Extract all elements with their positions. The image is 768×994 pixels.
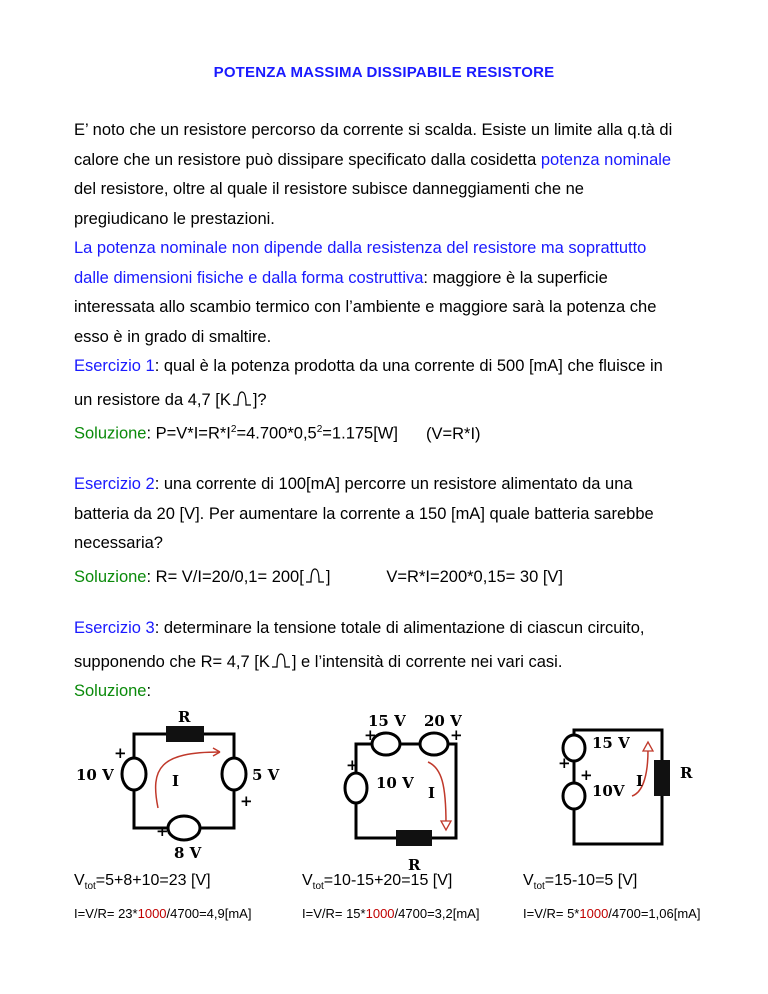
exercise-text: necessaria? [74,534,163,552]
circuit-3-diagram [552,712,712,862]
result-text: V [74,872,85,889]
result-text: V [302,872,313,889]
intro-line: pregiudicano le prestazioni. [74,209,275,228]
voltage-label-15v: 15 V [592,734,630,752]
voltage-label-8v: 8 V [174,844,202,862]
result-text: I=V/R= 15* [302,906,366,921]
result-current-1 [74,906,251,921]
arrow-head-icon [643,742,653,751]
current-label: I [636,772,644,790]
result-subscript: tot [84,881,96,893]
intro-line: esso è in grado di smaltire. [74,327,272,346]
solution-text: ] [325,567,331,586]
intro-line: del resistore, oltre al quale il resistore subisce danneggiamenti che ne [74,180,584,198]
result-voltage-3 [523,872,637,892]
voltage-label-10v: 10 V [76,766,114,784]
result-subscript: tot [312,881,324,893]
polarity-plus: + [240,792,253,810]
exercise-text: : una corrente di 100[mA] percorre un resistore alimentato da una [154,475,633,493]
result-text: /4700=3,2[mA] [394,906,480,921]
circuit-1-diagram [70,708,300,868]
arrow-head-icon [441,821,451,830]
intro-highlight-line: La potenza nominale non dipende dalla resistenza del resistore ma soprattutto [74,239,647,257]
solution-text: =1.175[W] [322,424,398,443]
polarity-plus: + [580,766,593,784]
polarity-plus: + [450,726,463,744]
polarity-plus: + [156,822,169,840]
result-text: I=V/R= 5* [523,906,580,921]
battery-20v [420,733,448,755]
result-current-3 [523,906,700,921]
result-highlight: 1000 [137,906,167,921]
result-voltage-2 [302,872,452,892]
result-text: I=V/R= 23* [74,906,138,921]
solution-label: Soluzione [74,424,147,443]
current-label: I [172,772,180,790]
result-text: /4700=4,9[mA] [166,906,252,921]
intro-line [74,264,734,294]
voltage-label-10v: 10V [592,782,625,800]
intro-highlight-text: dalle dimensioni fisiche e dalla forma costruttiva [74,268,424,287]
result-current-2 [302,906,479,921]
solution-text: V=R*I=200*0,15= 30 [V] [386,567,563,586]
battery-5v [222,758,246,790]
voltage-label-5v: 5 V [252,766,280,784]
voltage-label-15v: 15 V [368,712,406,730]
exercise-label: Esercizio 1 [74,357,155,375]
exponent: 2 [316,424,323,435]
intro-paragraph [74,116,734,352]
battery-10v [122,758,146,790]
current-arrow [156,752,220,808]
battery-10v [345,773,367,803]
keyword-potenza-nominale: potenza nominale [540,150,672,169]
ohm-symbol-icon [231,390,253,408]
exercise-text: ]? [252,390,267,409]
exercise-text: ] e l’intensità di corrente nei vari casi. [291,652,563,671]
result-text: =10-15+20=15 [V] [323,872,453,889]
current-label: I [428,784,436,802]
exercise-text: supponendo che R= 4,7 [K [74,652,270,671]
result-highlight: 1000 [365,906,395,921]
resistor-symbol [396,830,432,846]
page-title: POTENZA MASSIMA DISSIPABILE RESISTORE [213,64,555,81]
exercise-text: un resistore da 4,7 [K [74,390,231,409]
circuit-2-diagram [338,706,488,874]
intro-text: : maggiore è la superficie [423,268,608,287]
result-text: V [523,872,534,889]
result-highlight: 1000 [579,906,609,921]
solution-text: : [146,682,152,700]
polarity-plus: + [558,754,571,772]
result-voltage-1 [74,872,211,892]
result-text: /4700=1,06[mA] [608,906,701,921]
intro-line: E’ noto che un resistore percorso da corrente si scalda. Esiste un limite alla q.tà di [74,121,673,139]
voltage-label-20v: 20 V [424,712,462,730]
intro-line [74,146,734,176]
ohm-symbol-icon [304,567,326,585]
battery-10v [563,783,585,809]
resistor-label: R [680,764,693,782]
exercise-text: : qual è la potenza prodotta da una corrente di 500 [mA] che fluisce in [154,357,663,375]
resistor-symbol [166,726,204,742]
polarity-plus: + [364,726,377,744]
result-text: =5+8+10=23 [V] [95,872,211,889]
resistor-label: R [408,856,421,874]
battery-8v [168,816,200,840]
circuit-1-wires [134,734,234,828]
result-text: =15-10=5 [V] [544,872,638,889]
exercise-text: batteria da 20 [V]. Per aumentare la corrente a 150 [mA] quale batteria sarebbe [74,504,654,523]
solution-label: Soluzione [74,682,147,700]
voltage-label-10v: 10 V [376,774,414,792]
exercise-3 [74,614,734,707]
intro-text: calore che un resistore può dissipare specificato dalla cosidetta [74,150,541,169]
solution-label: Soluzione [74,567,147,586]
resistor-symbol [654,760,670,796]
intro-line: interessata allo scambio termico con l’ambiente e maggiore sarà la potenza che [74,298,657,316]
solution-text: : P=V*I=R*I [146,424,231,443]
exercise-text: : determinare la tensione totale di alimentazione di ciascun circuito, [154,619,645,637]
ohm-symbol-icon [270,652,292,670]
solution-text: =4.700*0,5 [236,424,317,443]
polarity-plus: + [114,744,127,762]
exercise-1 [74,352,734,449]
exponent: 2 [230,424,237,435]
exercise-label: Esercizio 3 [74,619,155,637]
solution-note: (V=R*I) [425,424,481,443]
exercise-label: Esercizio 2 [74,475,155,493]
polarity-plus: + [346,756,359,774]
resistor-label: R [178,708,191,726]
result-subscript: tot [533,881,545,893]
exercise-2 [74,470,734,592]
solution-text: : R= V/I=20/0,1= 200[ [146,567,304,586]
